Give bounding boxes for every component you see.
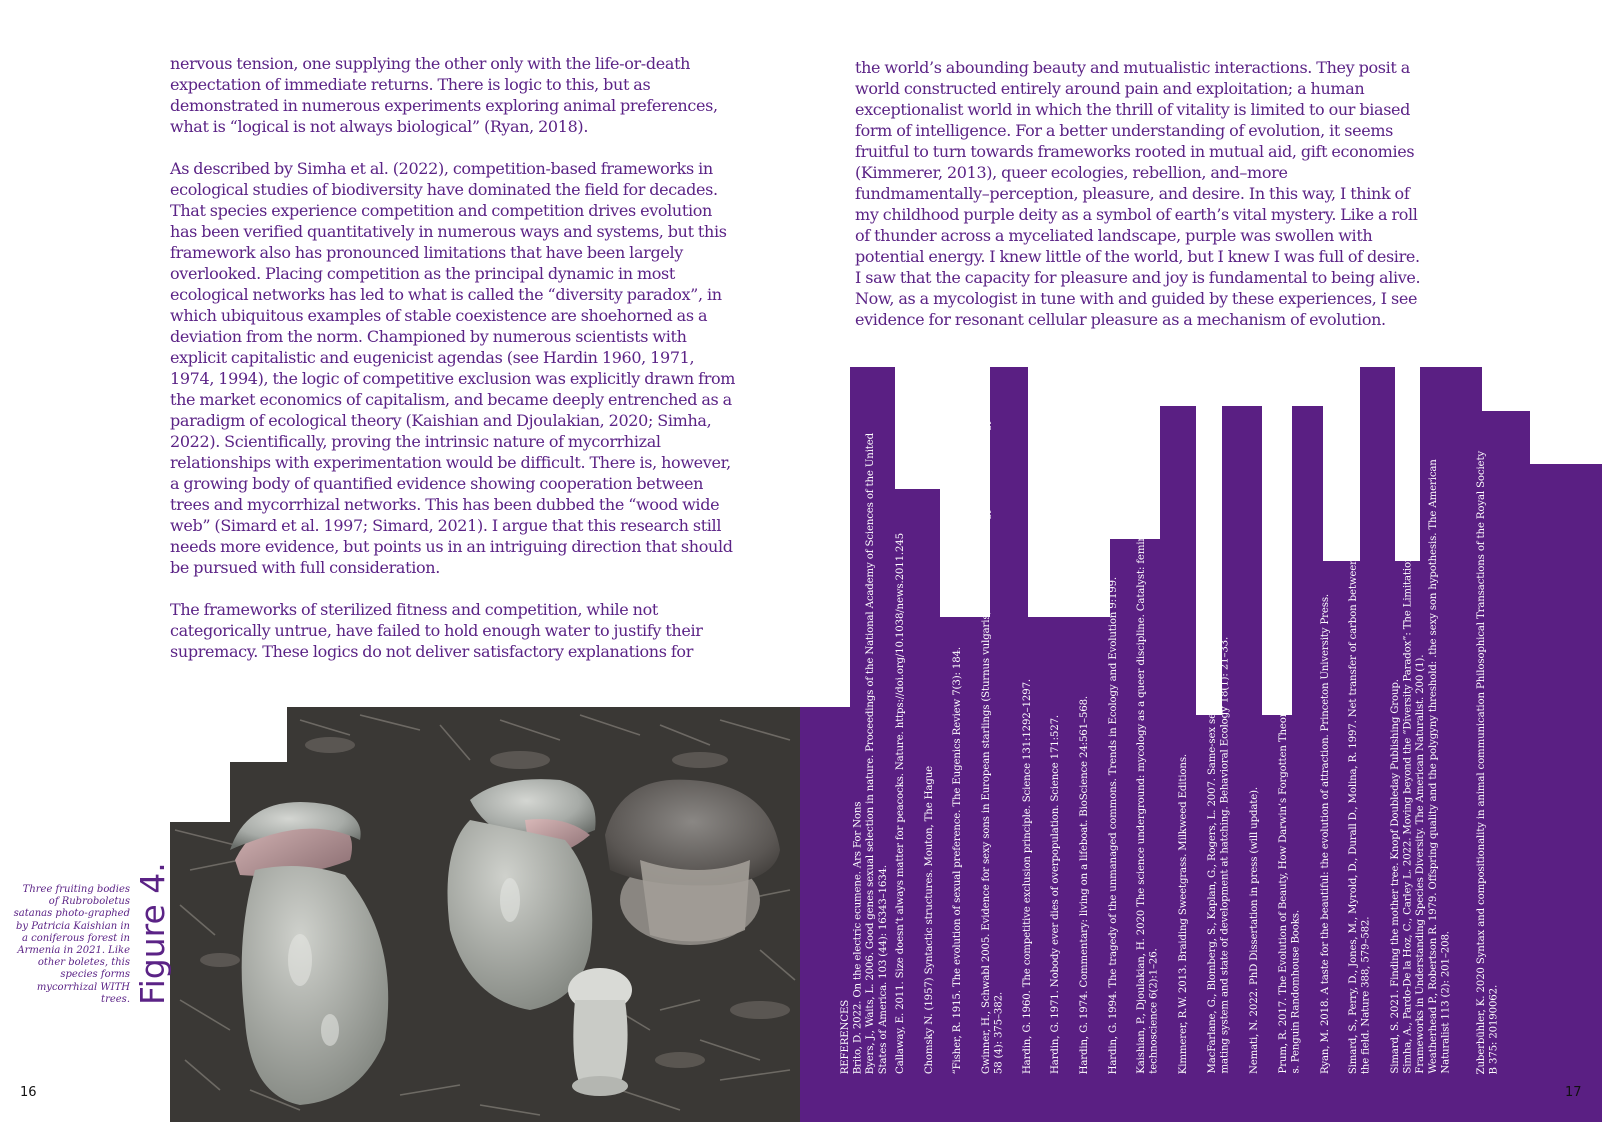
ref-column: Chomsky N. (1957) Syntactic structures. Mouton, The Hague xyxy=(924,765,935,1074)
paragraph: nervous tension, one supplying the other only with the life-or-death expectation of immediate returns. There is logic to this, but as demonstrated in numerous experiments exploring animal preferences, what is “logical is not always biological” (Ryan, 2018). xyxy=(170,54,718,136)
ref-column: MacFarlane, G., Blomberg, S., Kaplan, G., Rogers, L. 2007. Same-sex sexual behavior in birds: expression is related to social mating system and state of development at hatching. Behavioral Ecology 18(1): 21–33. xyxy=(1207,448,1231,1074)
ref-column: Simard, S. 2021. Finding the mother tree. Knopf Doubleday Publishing Group. Simha, A., Pardo-De la Hoz, C., Carley L. 2022. Moving beyond the “Diversity Paradox”: The Limitations of Competition-Based Frameworks in Understanding Species Diversity. The American Naturalist. 200 (1). Weatherhead P., Robertson R. 1979. Offspring quality and the polygyny threshold: .the sexy son hypothesis. The American Naturalist 113 (2): 201–208. xyxy=(1390,439,1452,1074)
page-number-left: 16 xyxy=(20,1085,37,1100)
references-list xyxy=(800,364,1602,1122)
ref-column: Kaishian, P., Djoulakian, H. 2020 The science underground: mycology as a queer discipline. Catalyst: feminism, theory, technoscience 6(2):1–26. xyxy=(1136,477,1160,1074)
ref-byers: Byers, J., Waits, L. 2006. Good genes sexual selection in nature. Proceedings of the National Academy of Sciences of the United States of America. 103 (44): 16343–1634. xyxy=(865,432,889,1074)
ref-column: Simard, S., Perry, D., Jones, M., Myrold, D., Durall D., Molina, R. 1997. Net transfer of carbon between ectomycorrhizal tree species in the field. Nature 388, 579–582. xyxy=(1348,397,1372,1074)
paragraph: As described by Simha et al. (2022), competition-based frameworks in ecological studies of biodiversity have dominated the field for decades. That species experience competition and competition drives evolution has been verified quantitatively in numerous ways and systems, but this framework also has pronounced limitations that have been largely overlooked. Placing competition as the principal dynamic in most ecological networks has led to what is called the “diversity paradox”, in which ubiquitous examples of stable coexistence are shoehorned as a deviation from the norm. Championed by numerous scientists with explicit capitalistic and eugenicist agendas (see Hardin 1960, 1971, 1974, 1994), the logic of competitive exclusion was explicitly drawn from the market economics of capitalism, and became deeply entrenched as a paradigm of ecological theory (Kaishian and Djoulakian, 2020; Simha, 2022). Scientifically, proving the intrinsic nature of mycorrhizal relationships with experimentation would be difficult. There is, however, a growing body of quantified evidence showing cooperation between trees and mycorrhizal networks. This has been dubbed the “wood wide web” (Simard et al. 1997; Simard, 2021). I argue that this research still needs more evidence, but points us in an intriguing direction that should be pursued with full consideration. xyxy=(170,159,736,577)
figure-caption: Three fruiting bodies of Rubroboletus satanas photo-graphed by Patricia Kaishian in a coniferous forest in Armenia in 2021. Like other boletes, this species forms mycorrhizal WITH trees. xyxy=(13,884,130,1005)
right-body-text xyxy=(855,57,1425,330)
ref-column: Hardin, G. 1960. The competitive exclusion principle. Science 131:1292–1297. xyxy=(1022,678,1033,1074)
ref-column: Hardin, G. 1994. The tragedy of the unmanaged commons. Trends in Ecology and Evolution 9:199. xyxy=(1108,576,1119,1074)
page-number-right: 17 xyxy=(1565,1085,1582,1100)
left-body-text xyxy=(170,53,740,662)
ref-column: Ryan, M. 2018. A taste for the beautiful: the evolution of attraction. Princeton University Press. xyxy=(1320,594,1331,1074)
ref-column: Prum, R. 2017. The Evolution of Beauty, How Darwin’s Forgotten Theory of Mate Choice Shapes the Animal World—and U s. Penguin Randomhouse Books. xyxy=(1278,457,1302,1074)
ref-column: Hardin, G. 1971. Nobody ever dies of overpopulation. Science 171:527. xyxy=(1050,715,1061,1074)
ref-column: Nemati, N. 2022. PhD Dissertation in press (will update). xyxy=(1249,786,1260,1074)
ref-column: Callaway, E. 2011. Size doesn’t always matter for peacocks. Nature. https://doi.org/10.1038/news.2011.245 xyxy=(895,533,906,1074)
ref-column: Gwinner, H., Schwabl 2005. Evidence for sexy sons in European starlings (Sturnus vulgaris). Behavioral Ecology and Sociobiology. 58 (4): 375–382. xyxy=(981,416,1005,1074)
paragraph: the world’s abounding beauty and mutualistic interactions. They posit a world constructed entirely around pain and exploitation; a human exceptionalist world in which the thrill of vitality is limited to our biased form of intelligence. For a better understanding of evolution, it seems fruitful to turn towards frameworks rooted in mutual aid, gift economies (Kimmerer, 2013), queer ecologies, rebellion, and–more fundmamentally–perception, pleasure, and desire. In this way, I think of my childhood purple deity as a symbol of earth’s vital mystery. Like a roll of thunder across a myceliated landscape, purple was swollen with potential energy. I knew little of the world, but I knew I was full of desire. I saw that the capacity for pleasure and joy is fundamental to being alive. Now, as a mycologist in tune with and guided by these experiences, I see evidence for resonant cellular pleasure as a mechanism of evolution. xyxy=(855,58,1421,329)
ref-column: Kimmerer, R.W. 2013. Braiding Sweetgrass. Milkweed Editions. xyxy=(1178,753,1189,1074)
figure-label-wrap xyxy=(133,862,173,1045)
ref-column: REFERENCES Brito, D. 2022. On the electric ecumene. Ars For Nons Byers, J., Waits, L. 2006. Good genes sexual selection in nature. Proceedings of the National Academy of Sciences of the United States of America. 103 (44): 16343–1634. xyxy=(840,432,889,1074)
ref-column: Zuberbühler, K. 2020 Syntax and compositionality in animal communication Philosophical Transactions of the Royal Society B 375: 20190062. xyxy=(1476,450,1500,1074)
ref-column: “Fisher, R. 1915. The evolution of sexual preference. The Eugenics Review 7(3): 184. xyxy=(952,646,963,1074)
figure-label: Figure 4. xyxy=(133,862,172,1005)
ref-column: Hardin, G. 1974. Commentary: living on a lifeboat. BioScience 24:561–568. xyxy=(1079,695,1090,1074)
paragraph: The frameworks of sterilized fitness and competition, while not categorically untrue, have failed to hold enough water to justify their supremacy. These logics do not deliver satisfactory explanations for xyxy=(170,600,703,661)
